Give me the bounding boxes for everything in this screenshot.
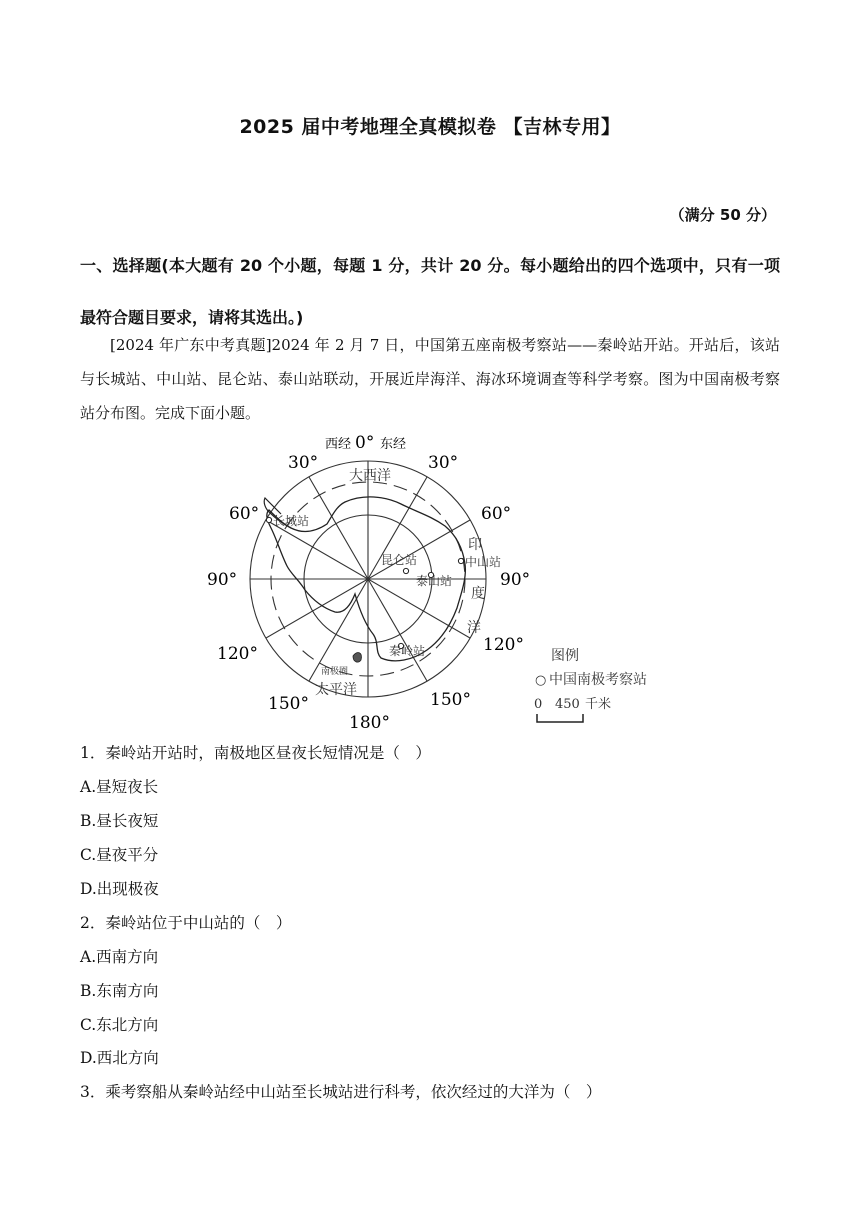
intro-paragraph: [2024 年广东中考真题]2024 年 2 月 7 日，中国第五座南极考察站——秦岭站开站。开站后，该站与长城站、中山站、昆仑站、泰山站联动，开展近岸海洋、海冰环境调查等科学考察。图为中国南极考察站分布图。完成下面小题。 — [80, 336, 780, 422]
question-1-option-d: D.出现极夜 — [80, 880, 159, 898]
lon-label-east: 东经 — [380, 437, 407, 452]
question-1-option-c: C.昼夜平分 — [80, 846, 159, 864]
antarctic-station-map — [195, 428, 675, 738]
question-1-option-a: A.昼短夜长 — [80, 778, 159, 796]
scale-unit: 千米 — [585, 697, 612, 712]
changcheng-station-label: 长城站 — [273, 514, 310, 528]
ocean-atlantic: 大西洋 — [349, 468, 391, 484]
question-2-option-a: A.西南方向 — [80, 948, 159, 966]
page-title: 2025 届中考地理全真模拟卷 【吉林专用】 — [239, 116, 621, 138]
question-1-option-b: B.昼长夜短 — [80, 812, 159, 830]
lon-label-150e: 150° — [430, 690, 471, 710]
ocean-indian-1: 印 — [468, 537, 482, 553]
ice-shelf — [353, 653, 361, 663]
question-2-option-b: B.东南方向 — [80, 982, 159, 1000]
question-3-stem: 3．乘考察船从秦岭站经中山站至长城站进行科考，依次经过的大洋为（ ） — [80, 1083, 602, 1101]
scale-bar — [537, 714, 583, 722]
scale-zero: 0 — [534, 697, 543, 712]
lon-label-180: 180° — [349, 713, 390, 733]
legend-title: 图例 — [551, 648, 579, 664]
legend-station-label: 中国南极考察站 — [549, 672, 647, 688]
kunlun-station-label: 昆仑站 — [381, 553, 418, 567]
zhongshan-station-label: 中山站 — [465, 555, 502, 569]
qinling-station-label: 秦岭站 — [389, 644, 426, 658]
lon-label-120w: 120° — [217, 644, 258, 664]
ocean-indian-3: 洋 — [467, 620, 481, 636]
scale-value: 450 — [555, 697, 580, 712]
zhongshan-station-marker — [458, 558, 463, 563]
question-1-stem: 1．秦岭站开站时，南极地区昼夜长短情况是（ ） — [80, 744, 431, 762]
lon-label-60e: 60° — [481, 504, 512, 524]
question-2-option-c: C.东北方向 — [80, 1016, 159, 1034]
ocean-indian-2: 度 — [471, 586, 485, 602]
lon-label-90w: 90° — [207, 570, 238, 590]
lon-label-30e: 30° — [428, 453, 459, 473]
lon-label-90e: 90° — [500, 570, 531, 590]
changcheng-station-marker — [266, 517, 271, 522]
question-2-option-d: D.西北方向 — [80, 1049, 159, 1067]
legend-station-symbol: ○ — [535, 673, 547, 688]
section-heading: 一、选择题(本大题有 20 个小题，每题 1 分，共计 20 分。每小题给出的四个选项中，只有一项最符合题目要求，请将其选出。) — [80, 256, 780, 327]
taishan-station-label: 泰山站 — [416, 574, 453, 588]
question-2-stem: 2．秦岭站位于中山站的（ ） — [80, 914, 292, 932]
antarctic-circle-label: 南极圈 — [321, 667, 349, 677]
lon-label-120e: 120° — [483, 635, 524, 655]
total-score: （满分 50 分） — [669, 206, 776, 224]
lon-label-150w: 150° — [268, 694, 309, 714]
lon-label-west: 西经 — [325, 437, 352, 452]
ocean-pacific: 太平洋 — [315, 682, 357, 698]
lon-label-zero: 0° — [355, 433, 375, 453]
lon-label-60w: 60° — [229, 504, 260, 524]
kunlun-station-marker — [403, 568, 408, 573]
lon-label-30w: 30° — [288, 453, 319, 473]
